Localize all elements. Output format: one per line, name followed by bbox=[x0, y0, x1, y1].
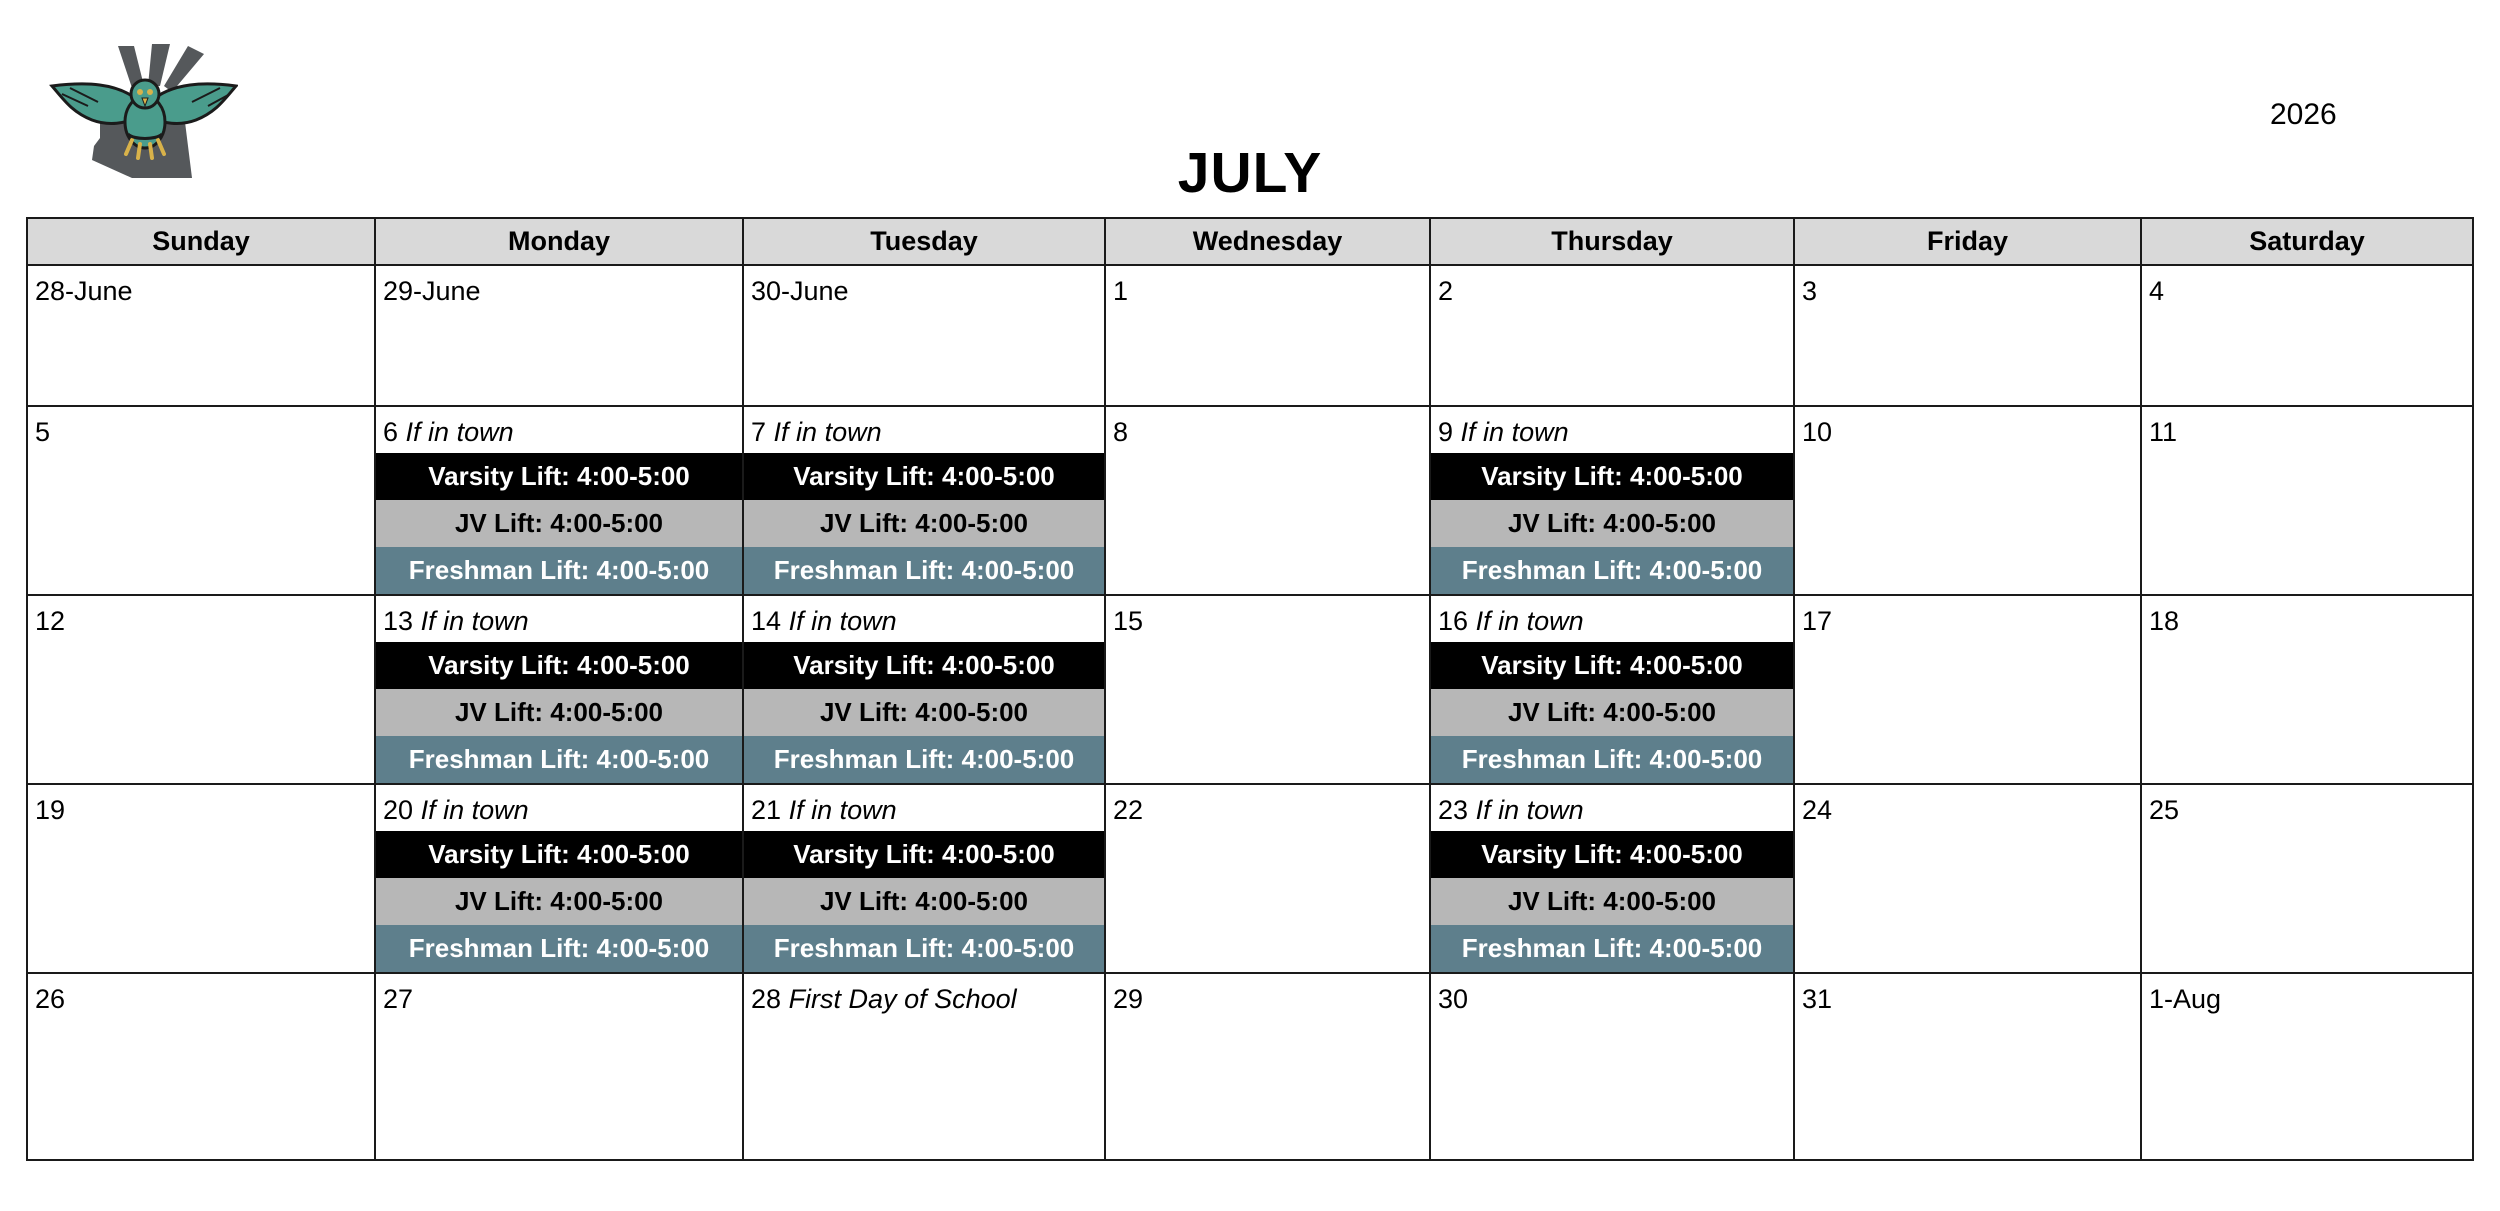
weekday-monday: Monday bbox=[375, 218, 743, 265]
day-number: 9 bbox=[1438, 417, 1454, 447]
day-cell bbox=[743, 595, 1105, 784]
day-header bbox=[1106, 974, 1429, 1020]
calendar-grid bbox=[26, 217, 2474, 1161]
varsity-lift-event: Varsity Lift: 4:00-5:00 bbox=[1431, 831, 1793, 878]
jv-lift-event: JV Lift: 4:00-5:00 bbox=[376, 500, 742, 547]
day-number: 26 bbox=[35, 984, 66, 1014]
day-cell bbox=[1105, 265, 1430, 406]
day-cell bbox=[1105, 973, 1430, 1160]
day-cell bbox=[2141, 265, 2473, 406]
day-note: If in town bbox=[773, 417, 882, 447]
jv-lift-event: JV Lift: 4:00-5:00 bbox=[376, 878, 742, 925]
day-cell bbox=[1430, 406, 1794, 595]
day-number: 30-June bbox=[751, 276, 849, 306]
day-number: 10 bbox=[1802, 417, 1833, 447]
day-number: 20 bbox=[383, 795, 414, 825]
jv-lift-event: JV Lift: 4:00-5:00 bbox=[1431, 500, 1793, 547]
day-header bbox=[1431, 407, 1793, 453]
day-number: 3 bbox=[1802, 276, 1818, 306]
day-header bbox=[28, 785, 374, 831]
freshman-lift-event: Freshman Lift: 4:00-5:00 bbox=[1431, 736, 1793, 783]
day-cell bbox=[1794, 784, 2141, 973]
day-cell bbox=[375, 973, 743, 1160]
day-cell bbox=[27, 973, 375, 1160]
day-note: If in town bbox=[1475, 606, 1584, 636]
day-header bbox=[1795, 407, 2140, 453]
day-header bbox=[2142, 785, 2472, 831]
day-header bbox=[1106, 785, 1429, 831]
day-number: 16 bbox=[1438, 606, 1469, 636]
day-cell bbox=[1430, 265, 1794, 406]
freshman-lift-event: Freshman Lift: 4:00-5:00 bbox=[376, 547, 742, 594]
day-header bbox=[744, 974, 1104, 1020]
day-cell bbox=[1794, 406, 2141, 595]
day-header bbox=[1795, 596, 2140, 642]
day-cell bbox=[375, 265, 743, 406]
weekday-tuesday: Tuesday bbox=[743, 218, 1105, 265]
varsity-lift-event: Varsity Lift: 4:00-5:00 bbox=[744, 642, 1104, 689]
day-header bbox=[2142, 974, 2472, 1020]
jv-lift-event: JV Lift: 4:00-5:00 bbox=[1431, 689, 1793, 736]
day-cell bbox=[375, 784, 743, 973]
varsity-lift-event: Varsity Lift: 4:00-5:00 bbox=[1431, 642, 1793, 689]
day-number: 17 bbox=[1802, 606, 1833, 636]
day-note: If in town bbox=[1460, 417, 1569, 447]
varsity-lift-event: Varsity Lift: 4:00-5:00 bbox=[1431, 453, 1793, 500]
day-header bbox=[28, 266, 374, 312]
day-note: If in town bbox=[788, 606, 897, 636]
day-header bbox=[1431, 266, 1793, 312]
day-note: First Day of School bbox=[788, 984, 1017, 1014]
day-number: 2 bbox=[1438, 276, 1454, 306]
day-header bbox=[1106, 407, 1429, 453]
day-number: 28-June bbox=[35, 276, 133, 306]
weekday-sunday: Sunday bbox=[27, 218, 375, 265]
day-cell bbox=[27, 784, 375, 973]
day-note: If in town bbox=[420, 795, 529, 825]
freshman-lift-event: Freshman Lift: 4:00-5:00 bbox=[376, 925, 742, 972]
day-number: 6 bbox=[383, 417, 399, 447]
jv-lift-event: JV Lift: 4:00-5:00 bbox=[744, 689, 1104, 736]
day-header bbox=[744, 407, 1104, 453]
day-cell bbox=[1430, 973, 1794, 1160]
day-number: 29-June bbox=[383, 276, 481, 306]
day-cell bbox=[1794, 595, 2141, 784]
day-cell bbox=[1105, 406, 1430, 595]
day-cell bbox=[743, 784, 1105, 973]
day-note: If in town bbox=[420, 606, 529, 636]
day-number: 31 bbox=[1802, 984, 1833, 1014]
day-number: 25 bbox=[2149, 795, 2180, 825]
day-cell bbox=[375, 595, 743, 784]
freshman-lift-event: Freshman Lift: 4:00-5:00 bbox=[376, 736, 742, 783]
day-cell bbox=[27, 406, 375, 595]
freshman-lift-event: Freshman Lift: 4:00-5:00 bbox=[744, 925, 1104, 972]
day-number: 29 bbox=[1113, 984, 1144, 1014]
day-header bbox=[1431, 974, 1793, 1020]
day-header bbox=[2142, 407, 2472, 453]
freshman-lift-event: Freshman Lift: 4:00-5:00 bbox=[744, 736, 1104, 783]
day-cell bbox=[1794, 265, 2141, 406]
weekday-header-row bbox=[27, 218, 2473, 265]
calendar-weeks bbox=[27, 265, 2473, 1160]
day-header bbox=[1106, 266, 1429, 312]
weekday-saturday: Saturday bbox=[2141, 218, 2473, 265]
day-number: 18 bbox=[2149, 606, 2180, 636]
day-cell bbox=[1430, 784, 1794, 973]
week-row bbox=[27, 406, 2473, 595]
day-number: 19 bbox=[35, 795, 66, 825]
jv-lift-event: JV Lift: 4:00-5:00 bbox=[744, 500, 1104, 547]
day-number: 13 bbox=[383, 606, 414, 636]
day-header bbox=[2142, 266, 2472, 312]
day-note: If in town bbox=[405, 417, 514, 447]
jv-lift-event: JV Lift: 4:00-5:00 bbox=[1431, 878, 1793, 925]
day-number: 27 bbox=[383, 984, 414, 1014]
day-cell bbox=[1794, 973, 2141, 1160]
day-header bbox=[376, 974, 742, 1020]
day-cell bbox=[1105, 784, 1430, 973]
day-header bbox=[2142, 596, 2472, 642]
day-header bbox=[28, 596, 374, 642]
day-header bbox=[376, 266, 742, 312]
weekday-wednesday: Wednesday bbox=[1105, 218, 1430, 265]
freshman-lift-event: Freshman Lift: 4:00-5:00 bbox=[1431, 925, 1793, 972]
day-number: 30 bbox=[1438, 984, 1469, 1014]
day-number: 7 bbox=[751, 417, 767, 447]
jv-lift-event: JV Lift: 4:00-5:00 bbox=[744, 878, 1104, 925]
varsity-lift-event: Varsity Lift: 4:00-5:00 bbox=[744, 453, 1104, 500]
day-cell bbox=[1430, 595, 1794, 784]
day-number: 12 bbox=[35, 606, 66, 636]
day-header bbox=[1795, 266, 2140, 312]
day-number: 21 bbox=[751, 795, 782, 825]
varsity-lift-event: Varsity Lift: 4:00-5:00 bbox=[376, 453, 742, 500]
day-number: 15 bbox=[1113, 606, 1144, 636]
varsity-lift-event: Varsity Lift: 4:00-5:00 bbox=[376, 642, 742, 689]
day-header bbox=[376, 785, 742, 831]
weekday-friday: Friday bbox=[1794, 218, 2141, 265]
day-cell bbox=[1105, 595, 1430, 784]
day-number: 14 bbox=[751, 606, 782, 636]
day-note: If in town bbox=[1475, 795, 1584, 825]
day-header bbox=[28, 407, 374, 453]
day-cell bbox=[743, 973, 1105, 1160]
day-cell bbox=[2141, 784, 2473, 973]
day-number: 11 bbox=[2149, 417, 2178, 447]
day-cell bbox=[375, 406, 743, 595]
week-row bbox=[27, 784, 2473, 973]
varsity-lift-event: Varsity Lift: 4:00-5:00 bbox=[376, 831, 742, 878]
day-number: 28 bbox=[751, 984, 782, 1014]
day-header bbox=[1795, 785, 2140, 831]
day-cell bbox=[743, 406, 1105, 595]
month-title: JULY bbox=[1177, 141, 1323, 205]
day-cell bbox=[743, 265, 1105, 406]
jv-lift-event: JV Lift: 4:00-5:00 bbox=[376, 689, 742, 736]
varsity-lift-event: Varsity Lift: 4:00-5:00 bbox=[744, 831, 1104, 878]
day-header bbox=[1795, 974, 2140, 1020]
day-cell bbox=[2141, 973, 2473, 1160]
day-number: 23 bbox=[1438, 795, 1469, 825]
day-header bbox=[376, 407, 742, 453]
week-row bbox=[27, 265, 2473, 406]
day-header bbox=[1431, 785, 1793, 831]
day-number: 4 bbox=[2149, 276, 2165, 306]
day-cell bbox=[2141, 406, 2473, 595]
day-header bbox=[1431, 596, 1793, 642]
day-cell bbox=[27, 595, 375, 784]
week-row bbox=[27, 595, 2473, 784]
day-cell bbox=[27, 265, 375, 406]
day-number: 1-Aug bbox=[2149, 984, 2222, 1014]
day-header bbox=[744, 266, 1104, 312]
weekday-thursday: Thursday bbox=[1430, 218, 1794, 265]
freshman-lift-event: Freshman Lift: 4:00-5:00 bbox=[744, 547, 1104, 594]
day-number: 1 bbox=[1113, 276, 1129, 306]
calendar-year: 2026 bbox=[2270, 98, 2337, 131]
day-number: 8 bbox=[1113, 417, 1129, 447]
day-header bbox=[376, 596, 742, 642]
day-number: 24 bbox=[1802, 795, 1833, 825]
freshman-lift-event: Freshman Lift: 4:00-5:00 bbox=[1431, 547, 1793, 594]
day-header bbox=[1106, 596, 1429, 642]
week-row bbox=[27, 973, 2473, 1160]
day-header bbox=[744, 785, 1104, 831]
day-cell bbox=[2141, 595, 2473, 784]
day-header bbox=[28, 974, 374, 1020]
day-number: 22 bbox=[1113, 795, 1144, 825]
day-note: If in town bbox=[788, 795, 897, 825]
day-header bbox=[744, 596, 1104, 642]
day-number: 5 bbox=[35, 417, 51, 447]
